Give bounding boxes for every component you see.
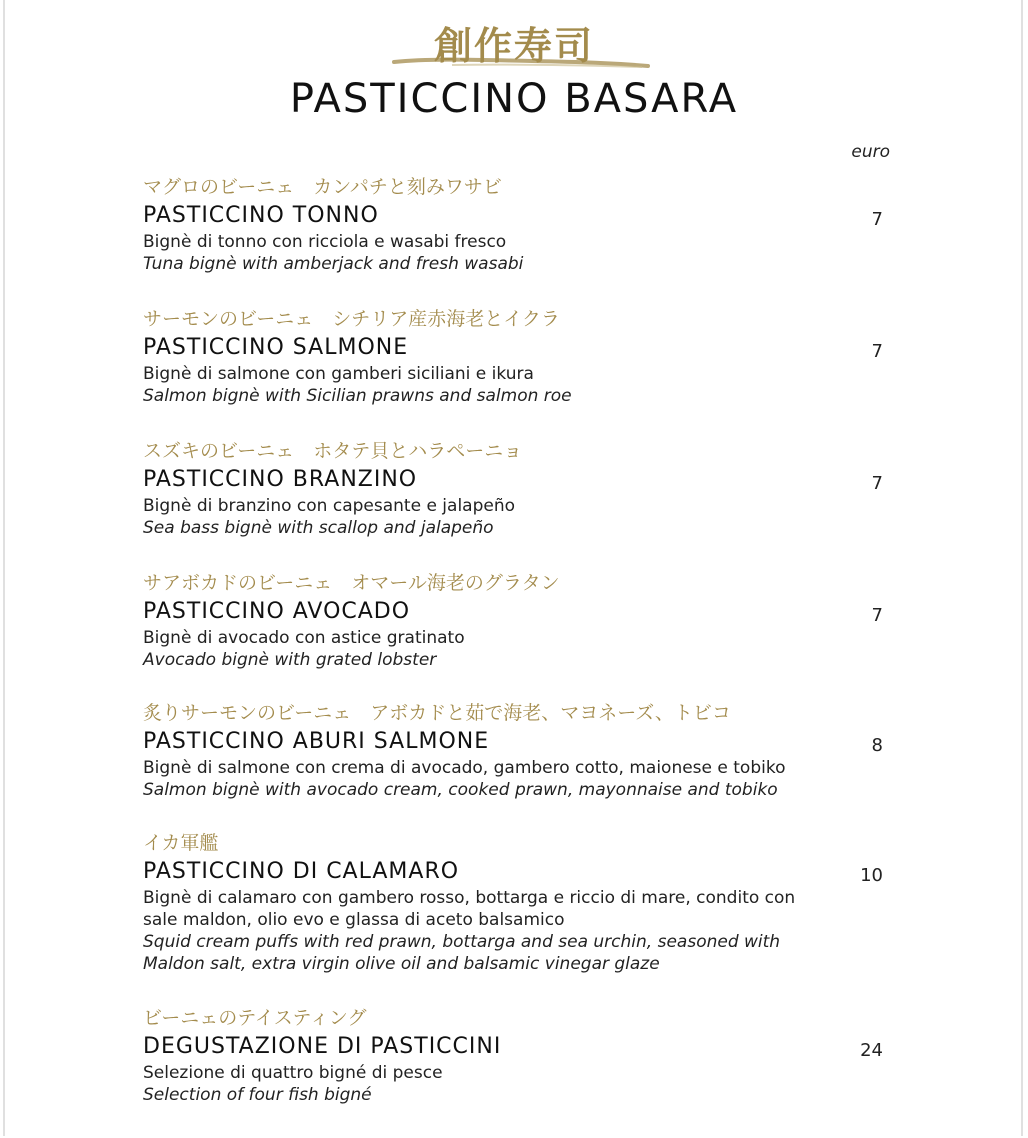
item-japanese-name: 炙りサーモンのビーニェ アボカドと茹で海老、マヨネーズ、トビコ (143, 702, 731, 724)
item-name: PASTICCINO ABURI SALMONE (143, 729, 490, 754)
item-price: 7 (871, 605, 883, 626)
item-name: DEGUSTAZIONE DI PASTICCINI (143, 1034, 502, 1059)
menu-item (143, 1004, 883, 1124)
item-japanese-name: サーモンのビーニェ シチリア産赤海老とイクラ (143, 308, 560, 330)
item-price: 7 (871, 209, 883, 230)
item-description-english: Tuna bignè with amberjack and fresh wasabi (143, 254, 524, 274)
kanji-title: 創作寿司 (433, 24, 594, 68)
item-name: PASTICCINO DI CALAMARO (143, 859, 460, 884)
item-name: PASTICCINO TONNO (143, 203, 379, 228)
item-description-english: Avocado bignè with grated lobster (143, 650, 437, 670)
item-description-italian: Bignè di salmone con crema di avocado, gambero cotto, maionese e tobiko (143, 758, 786, 778)
menu-list (143, 173, 883, 1124)
menu-item (143, 305, 883, 437)
item-japanese-name: スズキのビーニェ ホタテ貝とハラペーニョ (143, 440, 523, 462)
item-description-italian: Selezione di quattro bigné di pesce (143, 1063, 443, 1083)
menu-item (143, 829, 883, 1004)
item-description-english: Sea bass bignè with scallop and jalapeño (143, 518, 494, 538)
item-price: 8 (871, 735, 883, 756)
item-price: 10 (860, 865, 883, 886)
menu-item (143, 569, 883, 699)
item-description-italian: Bignè di salmone con gamberi siciliani e ikura (143, 364, 534, 384)
item-japanese-name: マグロのビーニェ カンパチと刻みワサビ (143, 176, 502, 198)
item-description-italian: Bignè di tonno con ricciola e wasabi fresco (143, 232, 507, 252)
item-description-italian: Bignè di avocado con astice gratinato (143, 628, 465, 648)
item-description-english: Selection of four fish bigné (143, 1085, 372, 1105)
menu-item (143, 173, 883, 305)
item-description-english: Squid cream puffs with red prawn, bottarga and sea urchin, seasoned with Maldon salt, extra virgin olive oil and balsamic vinegar glaze (143, 932, 781, 974)
item-description-italian: Bignè di calamaro con gambero rosso, bottarga e riccio di mare, condito con sale maldon, olio evo e glassa di aceto balsamico (143, 888, 796, 930)
item-japanese-name: サアボカドのビーニェ オマール海老のグラタン (143, 572, 560, 594)
item-price: 7 (871, 341, 883, 362)
menu-item (143, 699, 883, 829)
item-name: PASTICCINO BRANZINO (143, 467, 418, 492)
item-japanese-name: ビーニェのテイスティング (143, 1007, 367, 1029)
kanji-logo (0, 20, 1028, 72)
page-title: PASTICCINO BASARA (289, 76, 739, 122)
menu-item (143, 437, 883, 569)
item-japanese-name: イカ軍艦 (143, 832, 219, 854)
currency-label: euro (851, 142, 890, 162)
item-name: PASTICCINO AVOCADO (143, 599, 411, 624)
menu-header (0, 20, 1028, 124)
item-price: 24 (860, 1040, 883, 1061)
item-description-english: Salmon bignè with Sicilian prawns and salmon roe (143, 386, 572, 406)
item-name: PASTICCINO SALMONE (143, 335, 409, 360)
item-description-italian: Bignè di branzino con capesante e jalapeño (143, 496, 516, 516)
item-price: 7 (871, 473, 883, 494)
item-description-english: Salmon bignè with avocado cream, cooked prawn, mayonnaise and tobiko (143, 780, 778, 800)
